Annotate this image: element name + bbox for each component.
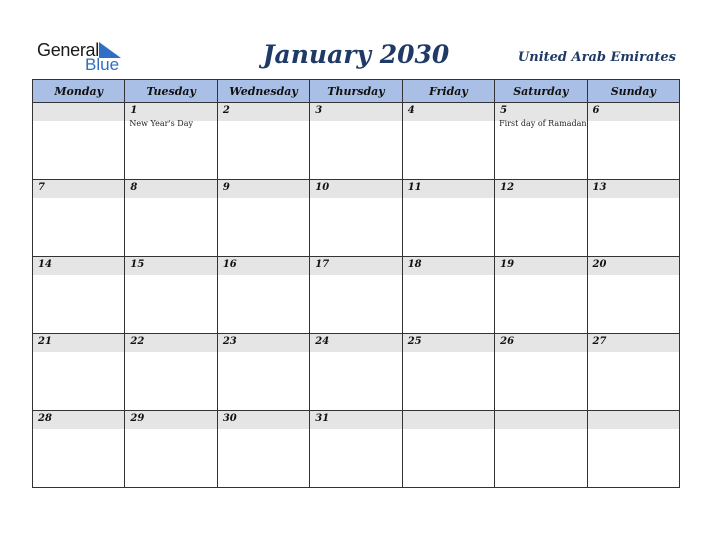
day-cell[interactable] [587,103,679,180]
day-number: 21 [38,336,52,347]
day-cell[interactable] [587,411,679,488]
day-cell[interactable] [33,180,125,257]
day-header-bar [495,180,586,198]
day-cell[interactable] [587,257,679,334]
day-cell[interactable] [402,411,494,488]
day-number: 24 [315,336,330,347]
calendar-grid [32,79,680,488]
day-cell[interactable] [402,180,494,257]
day-header-bar [588,411,679,429]
day-number: 16 [222,259,237,270]
day-cell[interactable] [310,180,402,257]
week-row [33,334,680,411]
day-number: 1 [130,105,138,116]
day-header-bar [310,334,401,352]
day-number: 23 [222,336,237,347]
day-number: 19 [500,259,515,270]
day-header-bar [33,103,124,121]
day-number: 25 [407,336,422,347]
day-cell[interactable] [217,257,309,334]
day-header-bar [588,180,679,198]
day-cell[interactable] [402,334,494,411]
day-cell[interactable] [125,257,217,334]
day-header-bar [125,334,216,352]
calendar-title: January 2030 [262,40,450,69]
day-cell[interactable] [217,103,309,180]
holiday-label: New Year's Day [129,119,194,128]
day-number: 29 [130,413,145,424]
day-number: 4 [407,105,415,116]
day-cell[interactable] [125,411,217,488]
day-header-bar [218,103,309,121]
day-number: 27 [592,336,607,347]
holiday-label: First day of Ramadan [499,119,587,128]
day-number: 8 [130,182,138,193]
week-row [33,411,680,488]
day-cell[interactable] [33,334,125,411]
day-number: 28 [38,413,52,424]
day-header-bar [218,334,309,352]
day-cell[interactable] [402,103,494,180]
logo-text-blue: Blue [85,55,120,74]
day-header-bar [588,103,679,121]
day-cell[interactable] [310,257,402,334]
day-header-bar [33,180,124,198]
day-number: 11 [407,182,422,193]
day-number: 12 [500,182,515,193]
day-cell[interactable] [495,411,587,488]
day-cell[interactable] [217,180,309,257]
day-number: 2 [222,105,230,116]
day-cell[interactable] [125,180,217,257]
week-row [33,257,680,334]
day-cell[interactable] [310,103,402,180]
day-cell[interactable] [125,334,217,411]
day-number: 17 [315,259,330,270]
day-number: 3 [315,105,323,116]
day-header-bar [588,334,679,352]
day-header-bar [33,257,124,275]
day-cell[interactable] [587,180,679,257]
day-number: 10 [315,182,330,193]
day-cell[interactable] [33,257,125,334]
day-header-bar [33,411,124,429]
day-number: 31 [315,413,330,424]
day-number: 15 [130,259,145,270]
weekday-header: Wednesday [217,80,309,103]
day-cell[interactable] [310,411,402,488]
weekday-header: Thursday [310,80,402,103]
day-cell[interactable] [495,334,587,411]
day-number: 14 [38,259,52,270]
day-header-bar [310,257,401,275]
day-header-bar [310,103,401,121]
weekday-header: Tuesday [125,80,217,103]
day-header-bar [125,411,216,429]
day-number: 6 [592,105,600,116]
day-header-bar [310,411,401,429]
day-number: 9 [222,182,230,193]
weekday-header: Monday [33,80,125,103]
day-number: 5 [500,105,508,116]
week-row [33,103,680,180]
day-cell[interactable] [495,103,587,180]
day-cell[interactable] [33,411,125,488]
day-cell[interactable] [495,257,587,334]
day-cell[interactable] [402,257,494,334]
country-name: United Arab Emirates [517,50,676,65]
day-header-bar [495,411,586,429]
day-header-bar [218,257,309,275]
day-cell[interactable] [495,180,587,257]
day-number: 7 [38,182,45,193]
day-header-bar [403,334,494,352]
day-header-bar [218,180,309,198]
day-header-bar [588,257,679,275]
day-header-bar [33,334,124,352]
day-number: 22 [130,336,145,347]
day-number: 13 [592,182,607,193]
day-number: 30 [222,413,237,424]
day-header-bar [218,411,309,429]
day-cell[interactable] [33,103,125,180]
day-header-bar [310,180,401,198]
calendar-body [33,103,680,488]
weekday-header-row [33,80,680,103]
day-cell[interactable] [125,103,217,180]
day-header-bar [495,257,586,275]
weekday-header: Saturday [495,80,587,103]
logo-text-general: General [37,40,99,60]
weekday-header: Friday [402,80,494,103]
day-cell[interactable] [310,334,402,411]
day-header-bar [495,334,586,352]
day-header-bar [403,180,494,198]
day-number: 20 [592,259,607,270]
day-header-bar [125,257,216,275]
day-header-bar [125,180,216,198]
day-number: 18 [407,259,422,270]
day-number: 26 [500,336,515,347]
day-cell[interactable] [217,334,309,411]
weekday-header: Sunday [587,80,679,103]
day-header-bar [403,411,494,429]
day-header-bar [403,103,494,121]
week-row [33,180,680,257]
day-header-bar [403,257,494,275]
day-cell[interactable] [587,334,679,411]
day-cell[interactable] [217,411,309,488]
